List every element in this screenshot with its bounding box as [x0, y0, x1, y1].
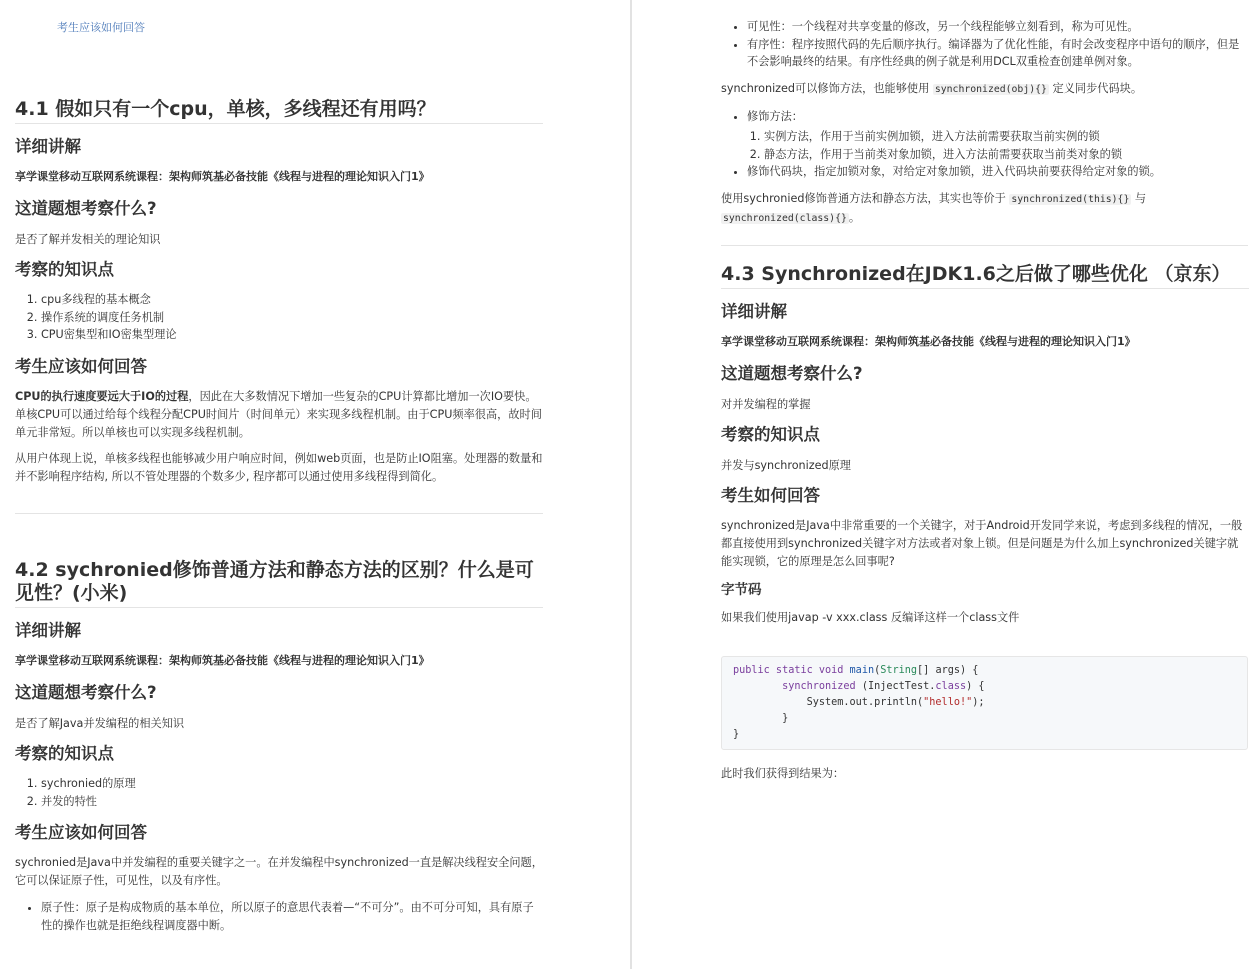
section-4-1	[15, 98, 543, 486]
section-4-2	[15, 559, 543, 934]
page-divider	[630, 0, 632, 969]
inline-code: synchronized(this){}	[1011, 193, 1130, 205]
answer-bullets	[15, 899, 543, 934]
knowledge-text: 并发与synchronized原理	[721, 459, 851, 472]
answer-bold: CPU的执行速度要远大于IO的过程	[15, 389, 189, 403]
section-4-3	[721, 263, 1249, 627]
list-item: • 修饰代码块，指定加锁对象，对给定对象加锁，进入代码块前要获得给定对象的锁。	[747, 163, 1249, 181]
code-token: synchronized	[782, 681, 856, 692]
list-item: • 可见性：一个线程对共享变量的修改，另一个线程能够立刻看到，称为可见性。	[747, 18, 1249, 36]
code-token: [] args) {	[917, 665, 979, 676]
equiv-paragraph	[721, 190, 1249, 228]
answer-heading: 考生应该如何回答	[15, 823, 147, 842]
question-heading: 这道题想考察什么?	[15, 683, 157, 702]
answer-paragraph: sychronied是Java中并发编程的重要关键字之一。在并发编程中synchronized一直是解决线程安全问题，它可以保证原子性，可见性，以及有序性。	[15, 856, 543, 887]
list-item	[747, 108, 1249, 164]
bytecode-paragraph: 如果我们使用javap -v xxx.class 反编译这样一个class文件	[721, 611, 1020, 624]
list-item: 2. 并发的特性	[41, 793, 543, 811]
code-token: String	[880, 665, 918, 676]
question-heading: 这道题想考察什么?	[721, 364, 863, 383]
inline-code: synchronized(class){}	[723, 212, 847, 224]
code-token: }	[733, 729, 740, 740]
list-item: 1. cpu多线程的基本概念	[41, 291, 543, 309]
code-token: (InjectTest.	[855, 681, 936, 692]
top-link[interactable]: 考生应该如何回答	[57, 21, 145, 34]
code-token: System.out.println(	[806, 697, 924, 708]
course-line: 享学课堂移动互联网系统课程：架构师筑基必备技能《线程与进程的理论知识入门1》	[15, 654, 430, 667]
code-token: "hello!"	[923, 697, 973, 708]
knowledge-list	[15, 775, 543, 810]
question-text: 是否了解并发相关的理论知识	[15, 233, 161, 246]
section-title: 4.2 sychronied修饰普通方法和静态方法的区别？什么是可见性？(小米)	[15, 559, 543, 608]
inline-code: synchronized(obj){}	[934, 83, 1047, 95]
knowledge-heading: 考察的知识点	[15, 744, 114, 763]
code-token: (	[874, 665, 881, 676]
code-token: public static void	[733, 665, 850, 676]
course-line: 享学课堂移动互联网系统课程：架构师筑基必备技能《线程与进程的理论知识入门1》	[15, 170, 430, 183]
code-line	[733, 679, 1247, 695]
section-divider	[721, 245, 1248, 246]
detail-heading: 详细讲解	[15, 137, 81, 156]
answer-heading: 考生应该如何回答	[15, 356, 147, 376]
sync-text: synchronized可以修饰方法，也能够使用	[721, 81, 930, 95]
right-page	[633, 0, 1254, 969]
code-block	[721, 656, 1248, 750]
question-text: 是否了解Java并发编程的相关知识	[15, 717, 185, 730]
equiv-text: 使用sychronied修饰普通方法和静态方法，其实也等价于	[721, 191, 1006, 205]
course-line: 享学课堂移动互联网系统课程：架构师筑基必备技能《线程与进程的理论知识入门1》	[721, 335, 1136, 348]
detail-heading: 详细讲解	[721, 302, 787, 321]
knowledge-heading: 考察的知识点	[15, 260, 114, 279]
equiv-mid: 与	[1134, 191, 1147, 205]
sync-paragraph	[721, 80, 1249, 99]
list-item: 3. CPU密集型和IO密集型理论	[41, 326, 543, 344]
code-line	[733, 695, 1247, 711]
code-line	[733, 727, 1247, 743]
question-heading: 这道题想考察什么?	[15, 199, 157, 218]
code-token: );	[972, 697, 985, 708]
code-token: main	[849, 665, 875, 676]
answer-paragraph-2: 从用户体现上说，单核多线程也能够减少用户响应时间，例如web页面，也是防止IO阻塞。处理器的数量和并不影响程序结构, 所以不管处理器的个数多少, 程序都可以通过使用多线程得到简化。	[15, 451, 543, 483]
section-title: 4.3 Synchronized在JDK1.6之后做了哪些优化 （京东）	[721, 263, 1249, 289]
code-line	[733, 663, 1247, 679]
result-paragraph: 此时我们获得到结果为：	[721, 767, 845, 780]
modify-method-label: 修饰方法：	[747, 109, 803, 123]
answer-paragraph	[15, 388, 543, 442]
section-divider	[15, 513, 543, 514]
knowledge-heading: 考察的知识点	[721, 425, 820, 444]
detail-heading: 详细讲解	[15, 621, 81, 640]
answer-rest: ，因此在大多数情况下增加一些复杂的CPU计算都比增加一次IO要快。单核CPU可以通过给每个线程分配CPU时间片（时间单元）来实现多线程机制。由于CPU频率很高，故时间单元非常短。所以单核也可以实现多线程机制。	[15, 389, 542, 439]
code-line	[733, 711, 1247, 727]
bytecode-heading: 字节码	[721, 582, 762, 598]
code-token: class	[935, 681, 967, 692]
modify-sublist	[747, 128, 1249, 163]
section-4-2-continued	[721, 18, 1249, 228]
answer-paragraph: synchronized是Java中非常重要的一个关键字，对于Android开发同学来说，考虑到多线程的情况，一般都直接使用到synchronized关键字对方法或者对象上锁。但是问题是为什么加上synchronized关键字就能实现锁，它的原理是怎么回事呢?	[721, 519, 1243, 568]
list-item: 1. 实例方法，作用于当前实例加锁，进入方法前需要获取当前实例的锁	[764, 128, 1249, 146]
list-item: 2. 静态方法，作用于当前类对象加锁，进入方法前需要获取当前类对象的锁	[764, 146, 1249, 164]
code-token: ) {	[966, 681, 985, 692]
feature-bullets	[721, 18, 1249, 71]
section-title: 4.1 假如只有一个cpu，单核，多线程还有用吗？	[15, 98, 543, 124]
list-item: 2. 操作系统的调度任务机制	[41, 309, 543, 327]
question-text: 对并发编程的掌握	[721, 398, 811, 411]
answer-heading: 考生如何回答	[721, 486, 820, 505]
list-item: 1. sychronied的原理	[41, 775, 543, 793]
knowledge-list	[15, 291, 543, 344]
list-item: • 有序性：程序按照代码的先后顺序执行。编译器为了优化性能，有时会改变程序中语句的顺序，但是不会影响最终的结果。有序性经典的例子就是利用DCL双重检查创建单例对象。	[747, 36, 1249, 71]
sync-text-2: 定义同步代码块。	[1052, 81, 1143, 95]
equiv-end: 。	[848, 210, 861, 224]
modify-bullets	[721, 108, 1249, 181]
list-item: • 原子性：原子是构成物质的基本单位，所以原子的意思代表着—“不可分”。由不可分可知，具有原子性的操作也就是拒绝线程调度器中断。	[41, 899, 543, 934]
code-token: }	[782, 713, 789, 724]
